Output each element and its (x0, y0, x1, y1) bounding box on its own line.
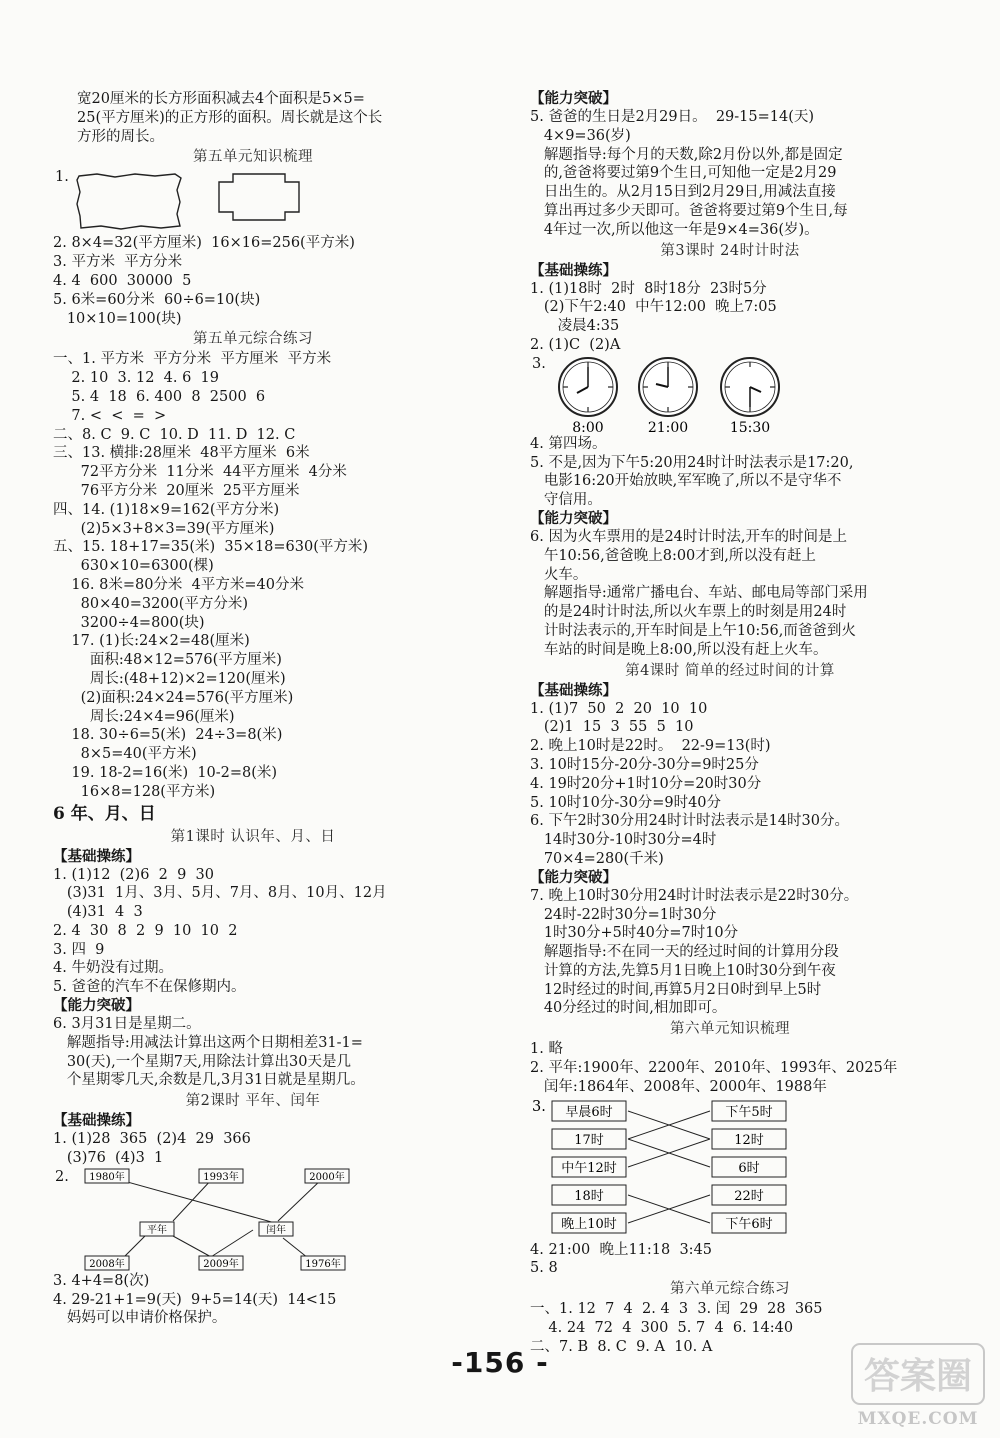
answer-line: 2. 平年:1900年、2200年、2010年、1993年、2025年 (530, 1060, 898, 1077)
answer-line: 4年过一次,所以他这一年是9×4=36(岁)。 (530, 221, 819, 238)
answer-line: 3. 四 9 (53, 941, 105, 958)
answer-line: 周长:24×4=96(厘米) (53, 708, 235, 725)
ability-tag: 【能力突破】 (530, 509, 617, 527)
watermark-url: MXQE.COM (857, 1409, 979, 1429)
answer-line: 4. 牛奶没有过期。 (53, 960, 173, 977)
answer-line: 五、15. 18+17=35(米) 35×18=630(平方米) (53, 539, 369, 556)
basic-practice-tag: 【基础操练】 (530, 261, 617, 279)
question-number: 2. (55, 1168, 69, 1185)
watermark-text: 答案圈 (863, 1355, 973, 1397)
answer-line: 8×5=40(平方米) (53, 746, 197, 763)
answer-line: 3200÷4=800(块) (53, 614, 205, 631)
answer-line: 闰年:1864年、2008年、2000年、1988年 (530, 1078, 827, 1095)
answer-line: 2. 晚上10时是22时。 22-9=13(时) (530, 738, 771, 755)
lesson-title: 第1课时 认识年、月、日 (170, 828, 336, 845)
answer-line: (2)1 15 3 55 5 10 (530, 719, 694, 736)
answer-line: 一、1. 12 7 4 2. 4 3 3. 闰 29 28 365 (530, 1301, 823, 1318)
answer-line: 解题指导:不在同一天的经过时间的计算用分段 (530, 944, 839, 961)
answer-line: 1. (1)28 365 (2)4 29 366 (53, 1131, 251, 1148)
lesson-title: 第2课时 平年、闰年 (185, 1093, 321, 1110)
answer-line: 解题指导:用减法计算出这两个日期相差31-1= (53, 1034, 363, 1051)
answer-line: 76平方分米 20厘米 25平方厘米 (53, 482, 300, 499)
answer-line: 解题指导:通常广播电台、车站、邮电局等部门采用 (530, 585, 868, 602)
clock-caption: 21:00 (647, 419, 689, 435)
answer-line: 4. 4 600 30000 5 (53, 272, 192, 289)
answer-line: 面积:48×12=576(平方厘米) (53, 652, 282, 669)
irregular-rectangle-shape (77, 174, 181, 229)
answer-line: 的,爸爸将要过第9个生日,可知他一定是2月29 (530, 165, 837, 182)
answer-line: 5. 6米=60分米 60÷6=10(块) (53, 291, 261, 308)
time-box: 早晨6时 (565, 1104, 613, 1120)
answer-line: 3. 平方米 平方分米 (53, 254, 183, 271)
answer-line: 2. 8×4=32(平方厘米) 16×16=256(平方米) (53, 235, 355, 252)
clock-caption: 8:00 (572, 419, 604, 435)
answer-line: 5. 爸爸的汽车不在保修期内。 (53, 979, 246, 996)
answer-line: 80×40=3200(平方分米) (53, 595, 249, 612)
time-box: 18时 (574, 1188, 604, 1204)
answer-line: 4. 19时20分+1时10分=20时30分 (530, 775, 762, 792)
time-box: 晚上10时 (561, 1216, 617, 1232)
basic-practice-tag: 【基础操练】 (530, 681, 617, 699)
answer-line: 5. 8 (530, 1260, 558, 1277)
answer-line: 4. 第四场。 (530, 435, 607, 452)
year-box: 2000年 (309, 1171, 345, 1183)
shapes-figure-row (53, 168, 453, 234)
section-title: 第五单元综合练习 (193, 331, 313, 348)
answer-line: 70×4=280(千米) (530, 850, 664, 867)
answer-line: 个星期零几天,余数是几,3月31日就是星期几。 (53, 1072, 365, 1089)
answer-line: 1. 略 (530, 1041, 563, 1058)
answer-line: 5. 10时10分-30分=9时40分 (530, 794, 722, 811)
time-box: 22时 (734, 1188, 764, 1204)
question-number: 1. (55, 169, 69, 186)
answer-line: 5. 爸爸的生日是2月29日。 29-15=14(天) (530, 109, 815, 125)
answer-line: 周长:(48+12)×2=120(厘米) (53, 670, 286, 687)
clock-face-icon (559, 358, 617, 416)
answer-line: 二、7. B 8. C 9. A 10. A (530, 1338, 713, 1355)
year-box: 1976年 (305, 1258, 341, 1270)
time-box: 下午5时 (725, 1104, 773, 1120)
answer-line: (2)下午2:40 中午12:00 晚上7:05 (530, 299, 777, 316)
answer-line: 车站的时间是晚上8:00,所以没有赶上火车。 (530, 641, 828, 658)
answer-line: 40分经过的时间,相加即可。 (530, 1000, 727, 1017)
time-box: 中午12时 (561, 1160, 617, 1176)
answer-line: (3)31 1月、3月、5月、7月、8月、10月、12月 (53, 885, 387, 902)
lesson-title: 第4课时 简单的经过时间的计算 (625, 662, 835, 679)
answer-line: 计算的方法,先算5月1日晚上10时30分到午夜 (530, 962, 836, 979)
answer-line: 三、13. 横排:28厘米 48平方厘米 6米 (53, 445, 310, 462)
answer-line: (3)76 (4)3 1 (53, 1150, 164, 1167)
answer-line: 72平方分米 11分米 44平方厘米 4分米 (53, 464, 347, 481)
answer-line: 守信用。 (530, 492, 602, 509)
answer-line: 火车。 (530, 566, 588, 583)
answer-line: 二、8. C 9. C 10. D 11. D 12. C (53, 426, 296, 443)
answer-line: 19. 18-2=16(米) 10-2=8(米) (53, 764, 278, 781)
time-box: 下午6时 (725, 1216, 773, 1232)
time-box: 12时 (734, 1132, 764, 1148)
section-title: 第五单元知识梳理 (193, 149, 313, 166)
answer-line: 10×10=100(块) (53, 310, 182, 327)
lesson-title: 第3课时 24时计时法 (660, 242, 800, 259)
section-title: 第六单元知识梳理 (670, 1021, 790, 1038)
answer-line: 2. 4 30 8 2 9 10 10 2 (53, 922, 238, 939)
years-diagram-row (53, 1168, 453, 1272)
answer-line: 16. 8米=80分米 4平方米=40分米 (53, 576, 304, 593)
answer-line: 3. 4+4=8(次) (53, 1272, 150, 1289)
answer-line: 2. (1)C (2)A (530, 336, 621, 353)
ability-tag: 【能力突破】 (530, 868, 617, 886)
answer-line: 18. 30÷6=5(米) 24÷3=8(米) (53, 727, 283, 744)
year-box: 1980年 (89, 1171, 125, 1183)
question-number: 3. (532, 1098, 546, 1115)
answer-line: 1. (1)18时 2时 8时18分 23时5分 (530, 280, 767, 297)
answer-line: 四、14. (1)18×9=162(平方分米) (53, 501, 280, 518)
clocks-row (530, 355, 930, 435)
answer-line: 7. 晚上10时30分用24时计时法表示是22时30分。 (530, 887, 859, 904)
answer-line: 日出生的。从2月15日到2月29日,用减法直接 (530, 184, 836, 201)
left-column (53, 90, 453, 1328)
clock-caption: 15:30 (729, 419, 771, 435)
answer-line: 6. 因为火车票用的是24时计时法,开车的时间是上 (530, 528, 848, 545)
section-title: 第六单元综合练习 (670, 1281, 790, 1298)
clock-face-icon (721, 358, 779, 416)
ability-tag: 【能力突破】 (53, 997, 140, 1015)
right-column (530, 90, 930, 1357)
answer-line: 妈妈可以申请价格保护。 (53, 1310, 227, 1327)
answer-line: 4. 24 72 4 300 5. 7 4 6. 14:40 (530, 1320, 794, 1337)
answer-line: 16×8=128(平方米) (53, 783, 216, 800)
page-number: -156 - (451, 1346, 549, 1379)
answer-line: 4×9=36(岁) (530, 127, 631, 144)
intro-line: 25(平方厘米)的正方形的面积。周长就是这个长 (77, 109, 383, 126)
answer-line: (2)面积:24×24=576(平方厘米) (53, 689, 294, 706)
year-box: 2008年 (89, 1258, 125, 1270)
answer-line: 630×10=6300(棵) (53, 558, 214, 575)
answer-line: 1. (1)7 50 2 20 10 10 (530, 700, 708, 717)
clock-face-icon (639, 358, 697, 416)
answer-line: (2)5×3+8×3=39(平方厘米) (53, 520, 275, 537)
time-box: 17时 (574, 1132, 604, 1148)
time-box: 6时 (738, 1160, 760, 1176)
answer-line: 30(天),一个星期7天,用除法计算出30天是几 (53, 1053, 351, 1070)
answer-line: 4. 21:00 晚上11:18 3:45 (530, 1241, 713, 1258)
answer-line: 算出再过多少天即可。爸爸将要过第9个生日,每 (530, 202, 848, 219)
answer-line: 的是24时计时法,所以火车票上的时刻是用24时 (530, 604, 847, 621)
question-number: 3. (532, 355, 546, 372)
ability-tag: 【能力突破】 (530, 90, 617, 107)
chapter-title: 6 年、月、日 (53, 803, 156, 824)
notched-rectangle-shape (219, 174, 299, 220)
answer-line: 2. 10 3. 12 4. 6 19 (53, 370, 219, 387)
answer-line: (4)31 4 3 (53, 904, 143, 921)
answer-line: 5. 不是,因为下午5:20用24时计时法表示是17:20, (530, 454, 854, 471)
category-box-leap-year: 闰年 (266, 1224, 286, 1236)
answer-line: 计时法表示的,开车时间是上午10:56,而爸爸到火 (530, 622, 856, 639)
intro-line: 方形的周长。 (77, 128, 164, 145)
answer-line: 1时30分+5时40分=7时10分 (530, 925, 739, 942)
answer-line: 6. 3月31日是星期二。 (53, 1016, 201, 1033)
answer-line: 6. 下午2时30分用24时计时法表示是14时30分。 (530, 813, 849, 830)
answer-line: 解题指导:每个月的天数,除2月份以外,都是固定 (530, 146, 843, 163)
answer-line: 24时-22时30分=1时30分 (530, 906, 717, 923)
answer-line: 4. 29-21+1=9(天) 9+5=14(天) 14<15 (53, 1291, 337, 1308)
answer-line: 1. (1)12 (2)6 2 9 30 (53, 866, 214, 883)
leap-year-matching-diagram (53, 1168, 383, 1272)
answer-line: 12时经过的时间,再算5月2日0时到早上5时 (530, 981, 822, 998)
answer-line: 一、1. 平方米 平方分米 平方厘米 平方米 (53, 351, 332, 368)
answer-line: 凌晨4:35 (530, 318, 620, 335)
clock-faces-figure (530, 355, 860, 435)
intro-line: 宽20厘米的长方形面积减去4个面积是5×5= (77, 91, 365, 107)
answer-line: 午10:56,爸爸晚上8:00才到,所以没有赶上 (530, 547, 816, 564)
answer-line: 14时30分-10时30分=4时 (530, 832, 717, 849)
category-box-common-year: 平年 (147, 1224, 167, 1236)
year-box: 2009年 (203, 1258, 239, 1270)
answer-line: 7. < < = > (53, 407, 167, 424)
watermark-logo (848, 1338, 988, 1430)
time-matching-row (530, 1097, 930, 1241)
answer-line: 3. 10时15分-20分-30分=9时25分 (530, 756, 759, 773)
time-matching-diagram (530, 1097, 860, 1241)
year-box: 1993年 (203, 1171, 239, 1183)
cut-shapes-figure (53, 168, 383, 234)
answer-line: 17. (1)长:24×2=48(厘米) (53, 633, 250, 650)
answer-line: 5. 4 18 6. 400 8 2500 6 (53, 388, 266, 405)
basic-practice-tag: 【基础操练】 (53, 847, 140, 865)
basic-practice-tag: 【基础操练】 (53, 1112, 140, 1130)
answer-line: 电影16:20开始放映,军军晚了,所以不是守华不 (530, 473, 842, 490)
